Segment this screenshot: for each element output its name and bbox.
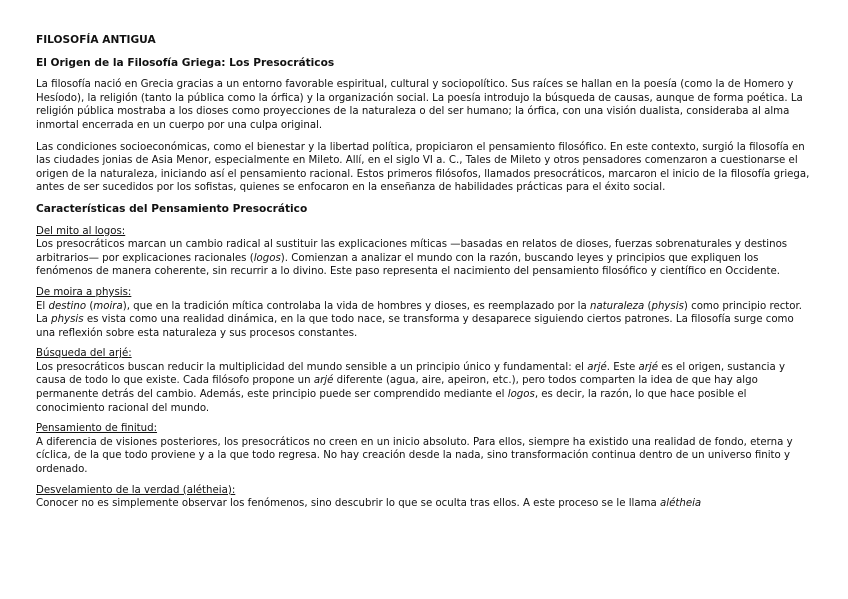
emphasis-text: naturaleza [589,300,645,312]
body-text: Los presocráticos marcan un cambio radical al sustituir las explicaciones míticas —basadas en relatos de dioses, fuerzas sobrenaturales y destinos arbitrarios— por explicaciones racionales ( [36,239,788,264]
emphasis-text: arjé [587,361,607,373]
subsection-mito-logos [36,225,814,279]
document-page [36,34,814,518]
body-text: es vista como una realidad dinámica, en la que todo nace, se transforma y desaparece siguiendo ciertos patrones. La filosofía surge como una reflexión sobre esta naturaleza y sus procesos constantes. [36,314,794,339]
body-text: , es decir, la razón, lo que hace posible el conocimiento racional del mundo. [36,389,747,414]
body-text: ), que en la tradición mítica controlaba la vida de hombres y dioses, es reemplazado por la [122,300,590,312]
subsection-title: Del mito al logos: [36,225,126,237]
subsection-title: Búsqueda del arjé: [36,348,132,360]
body-text: ( [644,300,652,312]
body-text: A diferencia de visiones posteriores, los presocráticos no creen en un inicio absoluto. Para ellos, siempre ha existido una realidad de fondo, eterna y cíclica, de la que todo proviene y a la que todo regresa. No hay creación desde la nada, sino transformación continua dentro de un universo finito y ordenado. [36,436,793,476]
subsection-title: De moira a physis: [36,286,132,298]
emphasis-text: logos [253,252,281,264]
body-text: ( [86,300,94,312]
subsection-finitud [36,422,814,476]
body-text: es el origen, sustancia y causa de todo lo que existe. Cada filósofo propone un [36,361,786,387]
body-text: . Este [606,361,639,373]
subsection-title: Pensamiento de finitud: [36,423,158,435]
subsection-title: Desvelamiento de la verdad (alétheia): [36,484,236,496]
document-title: FILOSOFÍA ANTIGUA [36,34,156,46]
section-heading-origin: El Origen de la Filosofía Griega: Los Presocráticos [36,56,335,69]
body-text: Conocer no es simplemente observar los fenómenos, sino descubrir lo que se oculta tras ellos. A este proceso se le llama [36,498,661,510]
emphasis-text: arjé [313,375,334,387]
emphasis-text: logos [507,389,535,401]
subsection-moira-physis [36,286,814,340]
emphasis-text: arjé [638,361,658,373]
body-text: ) como principio rector. La [36,300,803,326]
emphasis-text: alétheia [660,498,702,510]
body-text: El [36,300,49,312]
emphasis-text: physis [51,314,84,326]
paragraph-conditions: Las condiciones socioeconómicas, como el bienestar y la libertad política, propiciaron el pensamiento filosófico. En este contexto, surgió la filosofía en las ciudades jonias de Asia Menor, especialmente en Mileto. Allí, en el siglo VI a. C., Tales de Mileto y otros pensadores comenzaron a cuestionarse el origen de la naturaleza, iniciando así el pensamiento racional. Estos primeros filósofos, llamados presocráticos, marcaron el inicio de la filosofía griega, antes de ser sucedidos por los sofistas, quienes se enfocaron en la enseñanza de habilidades prácticas para el éxito social. [36,141,810,194]
emphasis-text: destino [48,300,87,312]
emphasis-text: physis [651,300,684,312]
paragraph-origins: La filosofía nació en Grecia gracias a un entorno favorable espiritual, cultural y sociopolítico. Sus raíces se hallan en la poesía (como la de Homero y Hesíodo), la religión (tanto la pública como la órfica) y la organización social. La poesía introdujo la búsqueda de causas, aunque de forma poética. La religión pública mostraba a los dioses como proyecciones de la naturaleza o del ser humano; la órfica, con una visión dualista, consideraba al alma inmortal encerrada en un cuerpo por una culpa original. [36,79,803,131]
emphasis-text: moira [93,300,123,312]
body-text: diferente (agua, aire, apeiron, etc.), pero todos comparten la idea de que hay algo permanente detrás del cambio. Además, este principio puede ser comprendido mediante el [36,375,758,401]
subsection-aletheia [36,484,814,511]
subsection-arje [36,347,814,415]
section-heading-characteristics: Características del Pensamiento Presocrático [36,202,308,215]
body-text: ). Comienzan a analizar el mundo con la razón, buscando leyes y principios que expliquen los fenómenos de manera coherente, sin recurrir a lo divino. Este paso representa el nacimiento del pensamiento filosófico y científico en Occidente. [36,252,781,278]
body-text: Los presocráticos buscan reducir la multiplicidad del mundo sensible a un principio único y fundamental: el [36,361,588,373]
